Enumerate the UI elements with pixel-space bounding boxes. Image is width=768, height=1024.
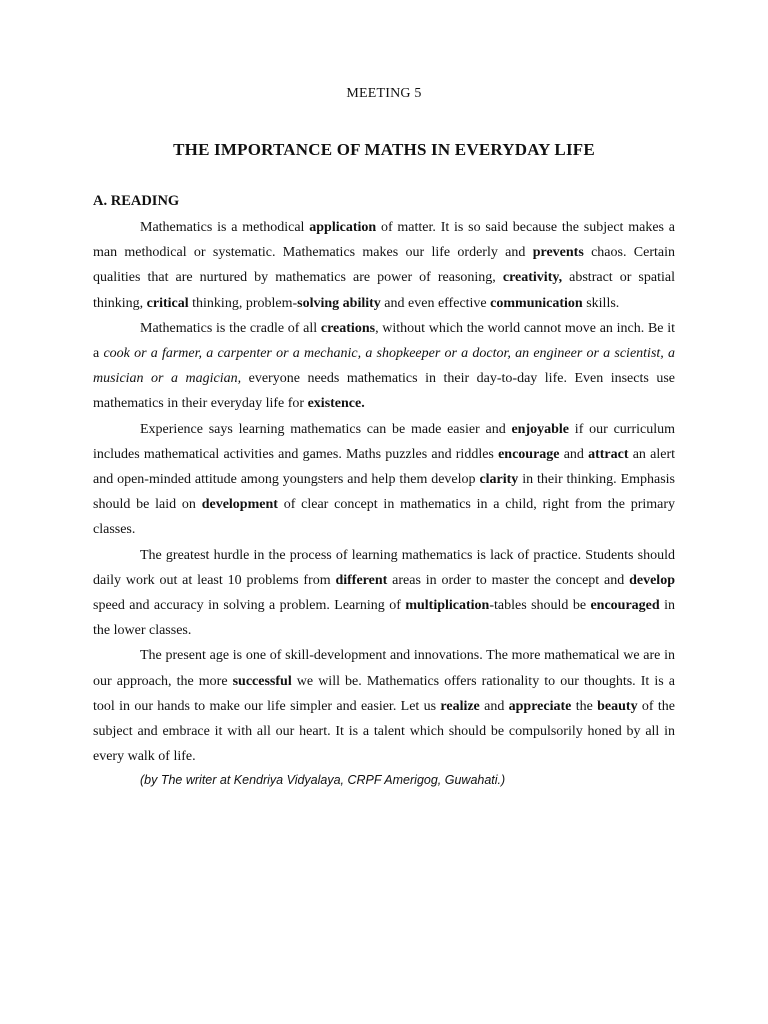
emphasis-bold: critical	[146, 295, 189, 311]
emphasis-bold: application	[309, 220, 377, 235]
page-title: THE IMPORTANCE OF MATHS IN EVERYDAY LIFE	[173, 140, 595, 159]
paragraph	[93, 215, 675, 316]
emphasis-bold: appreciate	[508, 698, 572, 714]
emphasis-bold: enjoyable	[511, 421, 570, 437]
text-run: and	[479, 698, 509, 714]
text-run: Experience says learning mathematics can be made easier and	[140, 421, 512, 437]
text-run: we will be. Mathematics offers rationality to our thoughts. It is a tool in our hands to make our life simpler and easier. Let us	[93, 673, 675, 714]
text-run: everyone needs mathematics in their day-to-day life. Even insects use mathematics in their everyday life for	[93, 371, 675, 412]
emphasis-bold: successful	[232, 673, 292, 689]
text-run: if our curriculum includes mathematical activities and games. Maths puzzles and riddles	[93, 421, 675, 462]
text-run: an alert and open-minded attitude among youngsters and help them develop	[93, 446, 675, 488]
text-run: in the lower classes.	[93, 598, 675, 639]
emphasis-bold: communication	[490, 295, 583, 311]
emphasis-bold: different	[335, 572, 388, 588]
paragraph	[93, 417, 675, 543]
emphasis-bold: attract	[588, 446, 629, 462]
text-run: the	[571, 698, 598, 714]
text-run: in their thinking. Emphasis should be laid on	[93, 472, 676, 513]
emphasis-bold: development	[201, 497, 278, 513]
emphasis-bold: prevents	[532, 245, 584, 261]
emphasis-italic: cook or a farmer, a carpenter or a mechanic, a shopkeeper or a doctor, an engineer or a scientist, a musician or a magician,	[93, 346, 675, 387]
paragraph	[93, 316, 675, 417]
text-run: speed and accuracy in solving a problem. Learning of	[93, 598, 406, 614]
emphasis-bold: existence.	[307, 396, 365, 412]
text-run: The greatest hurdle in the process of learning mathematics is lack of practice. Students should daily work out at least 10 problems from	[93, 547, 675, 588]
text-run: of clear concept in mathematics in a child, right from the primary classes.	[93, 497, 676, 538]
text-run: , without which the world cannot move an inch. Be it a	[93, 320, 675, 362]
emphasis-bold: creations	[320, 320, 376, 336]
text-run: skills.	[582, 295, 620, 311]
byline: (by The writer at Kendriya Vidyalaya, CRPF Amerigog, Guwahati.)	[140, 773, 506, 788]
section-heading: A. READING	[93, 193, 180, 209]
text-run: of the subject and embrace it with all our heart. It is a talent which should be compulsorily honed by all in every walk of life.	[93, 698, 675, 765]
text-run: Mathematics is the cradle of all	[140, 320, 321, 336]
emphasis-bold: encourage	[498, 446, 560, 462]
text-run: and	[559, 446, 589, 462]
meeting-label: MEETING 5	[346, 86, 422, 101]
text-run: -tables should be	[489, 598, 591, 614]
emphasis-bold: multiplication	[405, 598, 490, 614]
emphasis-bold: solving ability	[297, 295, 381, 311]
emphasis-bold: realize	[440, 698, 480, 714]
emphasis-bold: develop	[629, 572, 675, 588]
text-run: of matter. It is so said because the subject makes a man methodical or systematic. Mathematics makes our life orderly and	[93, 220, 675, 261]
text-run: abstract or spatial thinking,	[93, 270, 675, 311]
emphasis-bold: beauty	[597, 698, 638, 714]
text-run: chaos. Certain qualities that are nurtured by mathematics are power of reasoning,	[93, 245, 675, 286]
text-run: and even effective	[380, 295, 491, 311]
emphasis-bold: encouraged	[590, 598, 660, 614]
text-run: Mathematics is a methodical	[140, 220, 310, 235]
article-body	[93, 215, 675, 791]
emphasis-bold: clarity	[479, 472, 519, 488]
text-run: areas in order to master the concept and	[387, 572, 630, 588]
paragraph	[93, 543, 675, 644]
text-run: thinking, problem-	[188, 295, 298, 311]
emphasis-bold: creativity,	[502, 270, 563, 286]
text-run: The present age is one of skill-development and innovations. The more mathematical we are in our approach, the more	[93, 648, 675, 689]
paragraph	[93, 643, 675, 769]
